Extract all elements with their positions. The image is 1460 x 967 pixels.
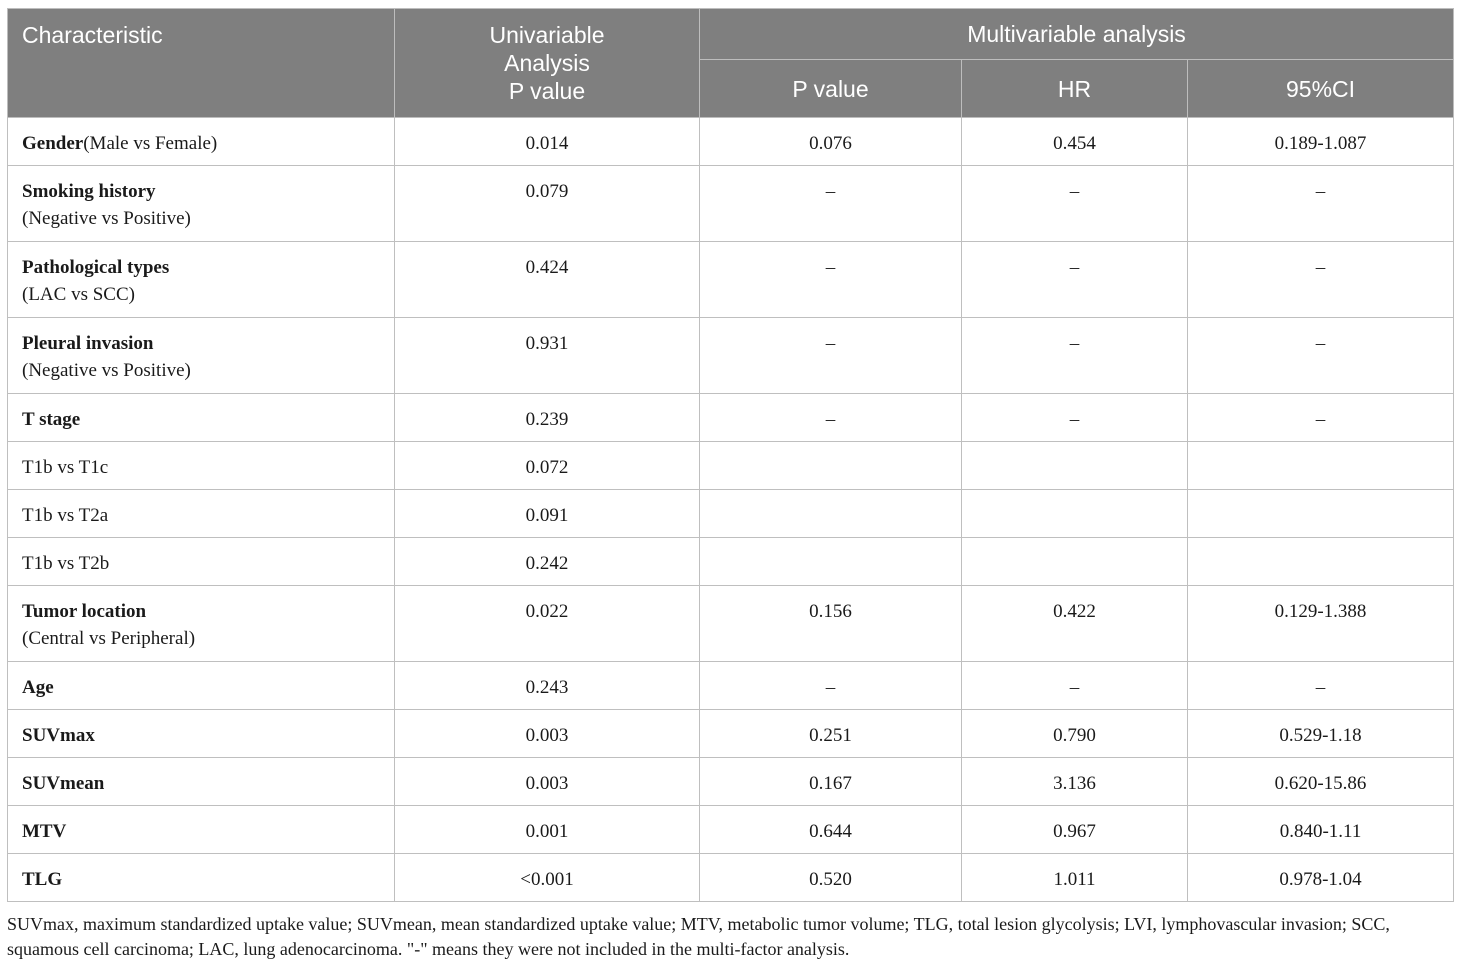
header-univariable-line1: Univariable — [489, 22, 605, 48]
cell-univariable-p: <0.001 — [395, 854, 700, 902]
cell-hr: – — [962, 662, 1188, 710]
characteristic-line1 — [22, 502, 394, 529]
cell-ci: – — [1188, 394, 1454, 442]
header-p-value: P value — [700, 60, 962, 118]
table-row — [8, 806, 1454, 854]
cell-hr: – — [962, 318, 1188, 394]
cell-characteristic — [8, 806, 395, 854]
table-header — [8, 9, 1454, 118]
cell-univariable-p: 0.003 — [395, 758, 700, 806]
cell-ci: – — [1188, 166, 1454, 242]
characteristic-name: SUVmax — [22, 725, 95, 746]
cell-ci: 0.129-1.388 — [1188, 586, 1454, 662]
cell-characteristic — [8, 394, 395, 442]
cell-univariable-p: 0.014 — [395, 118, 700, 166]
cell-multivariable-p — [700, 442, 962, 490]
cell-ci — [1188, 538, 1454, 586]
table-row — [8, 490, 1454, 538]
cell-characteristic — [8, 710, 395, 758]
cell-ci: – — [1188, 242, 1454, 318]
characteristic-line1 — [22, 866, 394, 893]
cell-hr: 0.454 — [962, 118, 1188, 166]
cell-hr: 1.011 — [962, 854, 1188, 902]
cell-univariable-p: 0.001 — [395, 806, 700, 854]
cell-univariable-p: 0.424 — [395, 242, 700, 318]
cell-characteristic — [8, 318, 395, 394]
cell-characteristic — [8, 758, 395, 806]
cell-multivariable-p: – — [700, 394, 962, 442]
cell-characteristic — [8, 118, 395, 166]
cell-hr: 0.967 — [962, 806, 1188, 854]
table-row — [8, 318, 1454, 394]
header-hr: HR — [962, 60, 1188, 118]
cell-univariable-p: 0.003 — [395, 710, 700, 758]
cell-multivariable-p: 0.167 — [700, 758, 962, 806]
cell-characteristic — [8, 242, 395, 318]
characteristic-detail: T1b vs T1c — [22, 457, 109, 478]
cell-univariable-p: 0.243 — [395, 662, 700, 710]
characteristic-line1 — [22, 674, 394, 701]
characteristic-name: Pathological types — [22, 257, 170, 278]
cell-hr: – — [962, 242, 1188, 318]
table-row — [8, 118, 1454, 166]
cell-multivariable-p — [700, 538, 962, 586]
cell-characteristic — [8, 854, 395, 902]
cell-univariable-p: 0.091 — [395, 490, 700, 538]
table-row — [8, 166, 1454, 242]
cell-multivariable-p: – — [700, 242, 962, 318]
table-row — [8, 442, 1454, 490]
cell-hr — [962, 442, 1188, 490]
characteristic-line1 — [22, 254, 394, 281]
cell-hr — [962, 538, 1188, 586]
cell-ci: – — [1188, 662, 1454, 710]
header-characteristic: Characteristic — [8, 9, 395, 118]
table-row — [8, 538, 1454, 586]
cell-ci: 0.529-1.18 — [1188, 710, 1454, 758]
cell-univariable-p: 0.931 — [395, 318, 700, 394]
cell-characteristic — [8, 166, 395, 242]
characteristic-line1 — [22, 406, 394, 433]
characteristic-line1 — [22, 130, 394, 157]
cell-ci: 0.620-15.86 — [1188, 758, 1454, 806]
characteristic-comparison: (LAC vs SCC) — [22, 284, 135, 305]
cell-multivariable-p: – — [700, 318, 962, 394]
header-ci: 95%CI — [1188, 60, 1454, 118]
characteristic-name: Gender — [22, 133, 84, 154]
cell-multivariable-p: 0.644 — [700, 806, 962, 854]
characteristic-name: MTV — [22, 821, 67, 842]
cell-hr: 3.136 — [962, 758, 1188, 806]
cell-hr: – — [962, 166, 1188, 242]
characteristic-comparison: (Central vs Peripheral) — [22, 628, 196, 649]
cell-characteristic — [8, 586, 395, 662]
cell-multivariable-p: – — [700, 166, 962, 242]
results-table-container — [7, 8, 1453, 902]
table-row — [8, 242, 1454, 318]
characteristic-comparison: (Negative vs Positive) — [22, 360, 191, 381]
cell-ci — [1188, 490, 1454, 538]
table-row — [8, 758, 1454, 806]
table-row — [8, 710, 1454, 758]
header-multivariable: Multivariable analysis — [700, 9, 1454, 60]
characteristic-name: Age — [22, 677, 54, 698]
cell-hr: 0.790 — [962, 710, 1188, 758]
cell-univariable-p: 0.242 — [395, 538, 700, 586]
characteristic-line1 — [22, 722, 394, 749]
characteristic-line1 — [22, 178, 394, 205]
characteristic-name: Pleural invasion — [22, 333, 154, 354]
characteristic-line1 — [22, 330, 394, 357]
table-footnote: SUVmax, maximum standardized uptake value; SUVmean, mean standardized uptake value; MTV, metabolic tumor volume; TLG, total lesion glycolysis; LVI, lymphovascular invasion; SCC, squamous cell carcinoma; LAC, lung adenocarcinoma. "-" means they were not included in the multi-factor analysis. — [7, 914, 1390, 959]
characteristic-detail: (Male vs Female) — [83, 133, 218, 154]
header-univariable-line2: Analysis — [504, 50, 590, 76]
cell-hr: 0.422 — [962, 586, 1188, 662]
cell-ci: 0.189-1.087 — [1188, 118, 1454, 166]
table-row — [8, 854, 1454, 902]
cell-ci: 0.840-1.11 — [1188, 806, 1454, 854]
header-univariable — [395, 9, 700, 118]
characteristic-detail: T1b vs T2a — [22, 505, 109, 526]
cell-characteristic — [8, 490, 395, 538]
characteristic-line1 — [22, 770, 394, 797]
characteristic-name: SUVmean — [22, 773, 105, 794]
characteristic-line1 — [22, 818, 394, 845]
characteristic-name: Smoking history — [22, 181, 156, 202]
characteristic-line1 — [22, 454, 394, 481]
characteristic-comparison: (Negative vs Positive) — [22, 208, 191, 229]
characteristic-line1 — [22, 598, 394, 625]
table-row — [8, 662, 1454, 710]
characteristic-detail: T1b vs T2b — [22, 553, 110, 574]
cell-univariable-p: 0.072 — [395, 442, 700, 490]
cell-hr: – — [962, 394, 1188, 442]
cell-multivariable-p — [700, 490, 962, 538]
table-row — [8, 586, 1454, 662]
regression-table — [7, 8, 1454, 902]
cell-univariable-p: 0.239 — [395, 394, 700, 442]
cell-ci: – — [1188, 318, 1454, 394]
cell-univariable-p: 0.079 — [395, 166, 700, 242]
cell-multivariable-p: – — [700, 662, 962, 710]
header-univariable-line3: P value — [508, 78, 586, 104]
cell-multivariable-p: 0.076 — [700, 118, 962, 166]
table-row — [8, 394, 1454, 442]
cell-characteristic — [8, 442, 395, 490]
cell-characteristic — [8, 662, 395, 710]
cell-multivariable-p: 0.251 — [700, 710, 962, 758]
cell-multivariable-p: 0.520 — [700, 854, 962, 902]
cell-ci: 0.978-1.04 — [1188, 854, 1454, 902]
cell-univariable-p: 0.022 — [395, 586, 700, 662]
table-body — [8, 118, 1454, 902]
cell-ci — [1188, 442, 1454, 490]
cell-hr — [962, 490, 1188, 538]
characteristic-name: TLG — [22, 869, 63, 890]
characteristic-name: T stage — [22, 409, 81, 430]
characteristic-name: Tumor location — [22, 601, 147, 622]
characteristic-line1 — [22, 550, 394, 577]
cell-characteristic — [8, 538, 395, 586]
cell-multivariable-p: 0.156 — [700, 586, 962, 662]
